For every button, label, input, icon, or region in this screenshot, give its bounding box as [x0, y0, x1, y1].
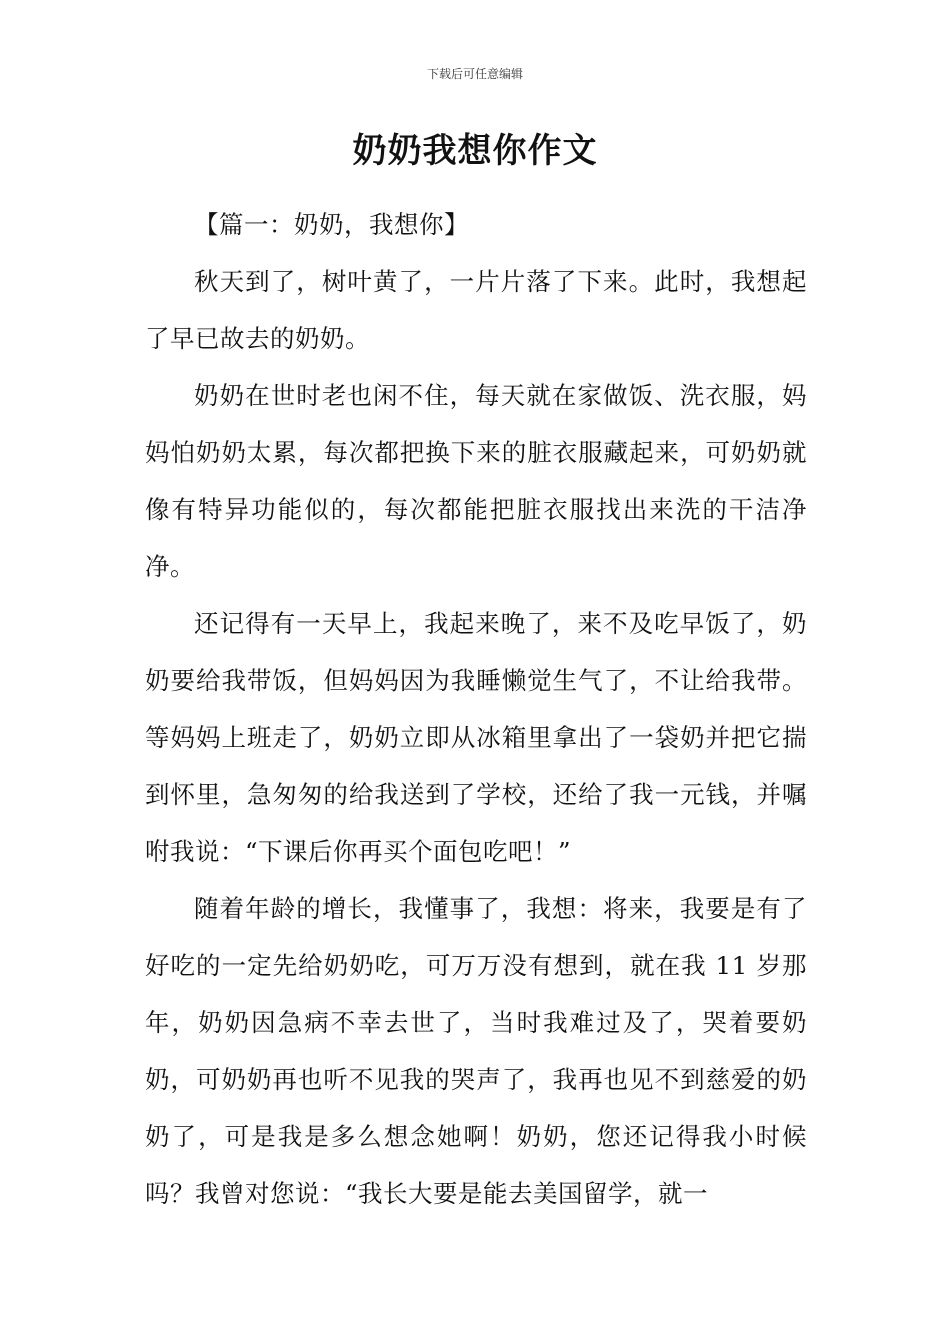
section-heading: 【篇一：奶奶，我想你】 [194, 210, 469, 239]
paragraph: 随着年龄的增长，我懂事了，我想：将来，我要是有了好吃的一定先给奶奶吃，可万万没有想到，就在我 11 岁那年，奶奶因急病不幸去世了，当时我难过及了，哭着要奶奶，可奶奶再也听不见我的哭声了，我再也见不到慈爱的奶奶了，可是我是多么想念她啊！奶奶，您还记得我小时候吗？我曾对您说：“我长大要是能去美国留学，就一 [145, 894, 807, 1208]
document-body [145, 196, 807, 1222]
header-note: 下载后可任意编辑 [426, 67, 523, 81]
paragraph: 秋天到了，树叶黄了，一片片落了下来。此时，我想起了早已故去的奶奶。 [145, 267, 807, 353]
document-title: 奶奶我想你作文 [352, 131, 598, 171]
paragraph: 奶奶在世时老也闲不住，每天就在家做饭、洗衣服，妈妈怕奶奶太累，每次都把换下来的脏衣服藏起来，可奶奶就像有特异功能似的，每次都能把脏衣服找出来洗的干洁净净。 [145, 381, 807, 581]
paragraph: 还记得有一天早上，我起来晚了，来不及吃早饭了，奶奶要给我带饭，但妈妈因为我睡懒觉生气了，不让给我带。等妈妈上班走了，奶奶立即从冰箱里拿出了一袋奶并把它揣到怀里，急匆匆的给我送到了学校，还给了我一元钱，并嘱咐我说：“下课后你再买个面包吃吧！” [145, 609, 807, 866]
